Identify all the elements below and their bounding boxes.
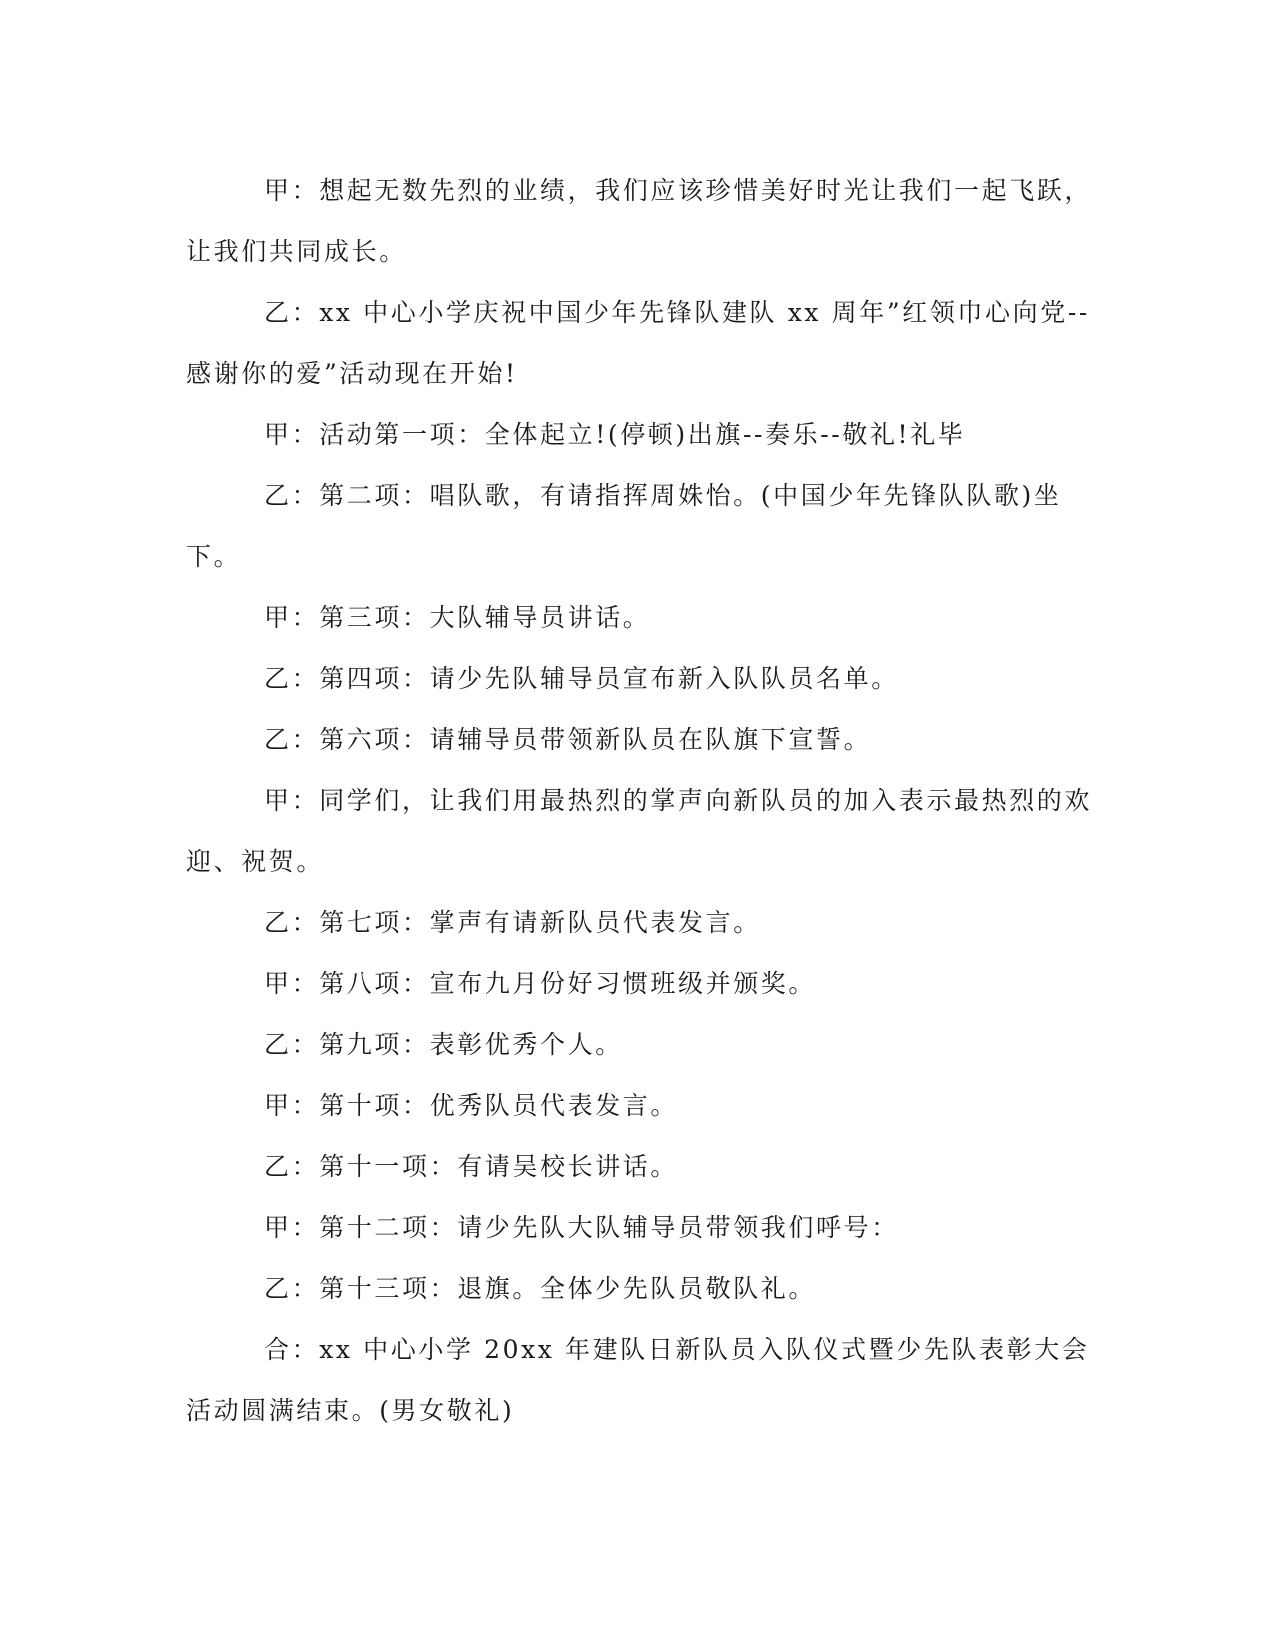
paragraph-9: 乙：第七项：掌声有请新队员代表发言。: [264, 908, 761, 937]
paragraph-8: 甲：同学们，让我们用最热烈的掌声向新队员的加入表示最热烈的欢迎、祝贺。: [186, 786, 1093, 876]
paragraph-4: 乙：第二项：唱队歌，有请指挥周姝怡。(中国少年先锋队队歌)坐下。: [186, 481, 1062, 571]
paragraph-11: 乙：第九项：表彰优秀个人。: [264, 1030, 623, 1059]
paragraph-1: 甲：想起无数先烈的业绩，我们应该珍惜美好时光让我们一起飞跃，让我们共同成长。: [186, 176, 1093, 266]
paragraph-6: 乙：第四项：请少先队辅导员宣布新入队队员名单。: [264, 664, 899, 693]
paragraph-13: 乙：第十一项：有请吴校长讲话。: [264, 1152, 679, 1181]
paragraph-12: 甲：第十项：优秀队员代表发言。: [264, 1091, 679, 1120]
paragraph-7: 乙：第六项：请辅导员带领新队员在队旗下宣誓。: [264, 725, 872, 754]
paragraph-16: 合：xx 中心小学 20xx 年建队日新队员入队仪式暨少先队表彰大会活动圆满结束。(男女敬礼): [186, 1335, 1090, 1425]
paragraph-5: 甲：第三项：大队辅导员讲话。: [264, 603, 651, 632]
paragraph-2: 乙：xx 中心小学庆祝中国少年先锋队建队 xx 周年”红领巾心向党--感谢你的爱”活动现在开始!: [186, 298, 1090, 388]
paragraph-15: 乙：第十三项：退旗。全体少先队员敬队礼。: [264, 1274, 817, 1303]
paragraph-3: 甲：活动第一项：全体起立!(停顿)出旗--奏乐--敬礼!礼毕: [264, 420, 966, 449]
document-body: [186, 160, 1092, 1441]
paragraph-14: 甲：第十二项：请少先队大队辅导员带领我们呼号：: [264, 1213, 899, 1242]
paragraph-10: 甲：第八项：宣布九月份好习惯班级并颁奖。: [264, 969, 817, 998]
